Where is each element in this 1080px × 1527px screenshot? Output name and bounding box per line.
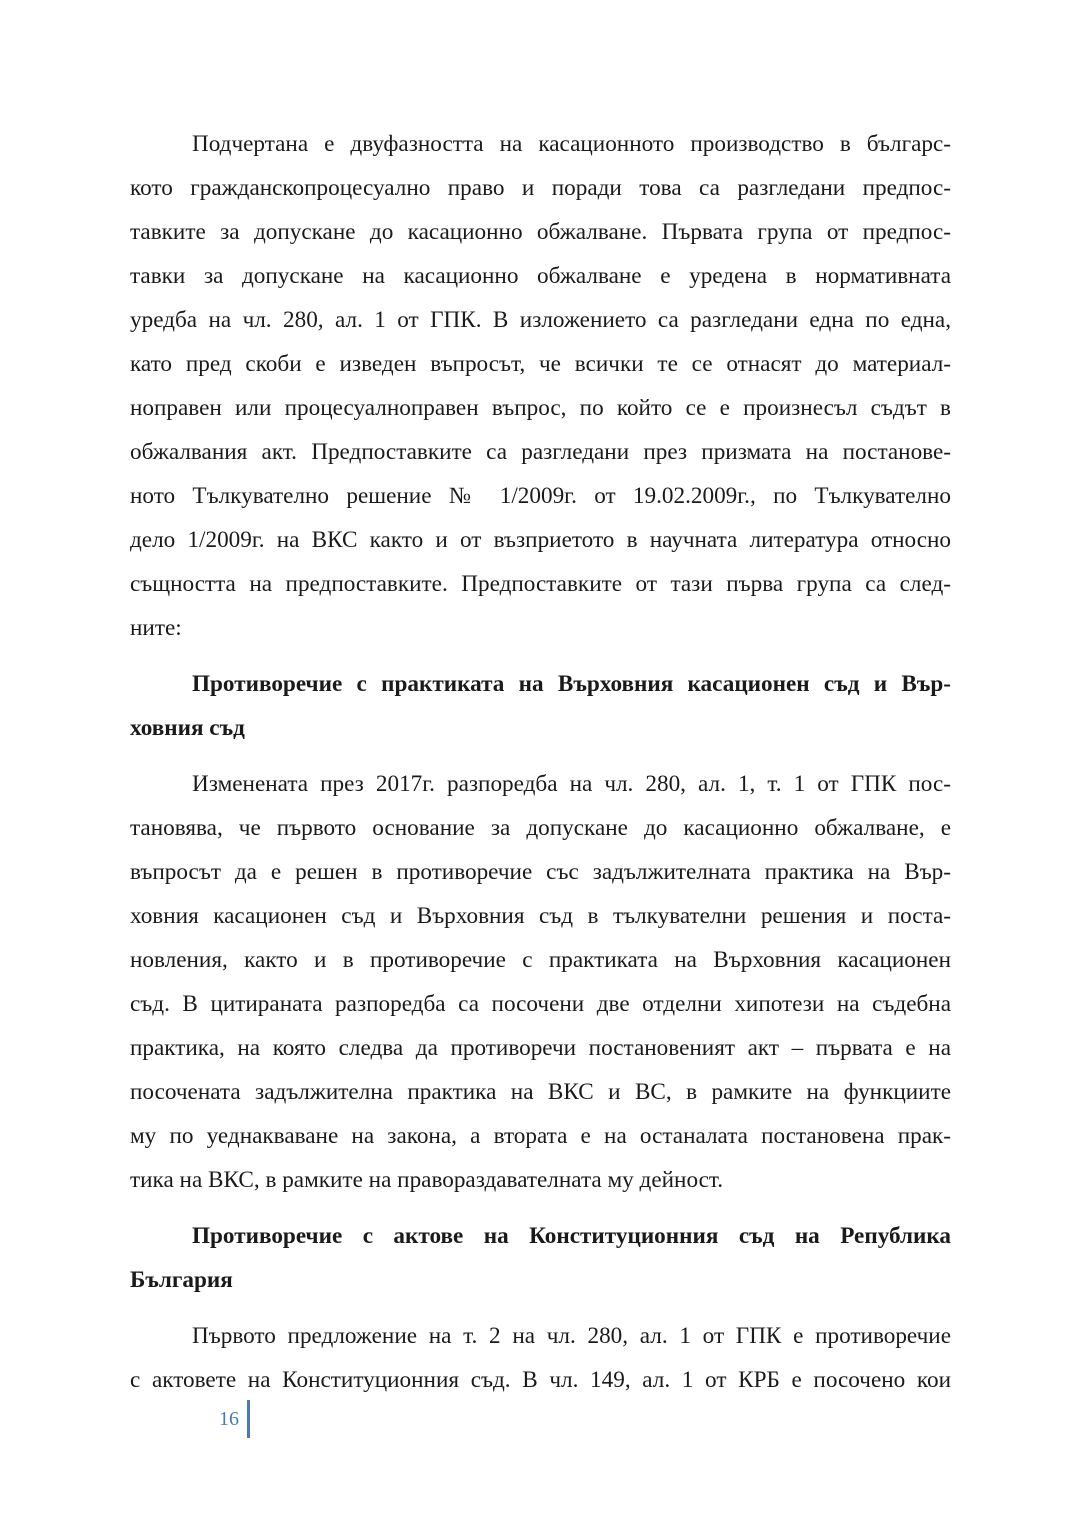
heading-line: България — [130, 1267, 233, 1293]
page-footer — [219, 1400, 250, 1438]
document-page — [130, 122, 951, 1402]
paragraph-line: посочената задължителна практика на ВКС и ВС, в рамките на функциите — [130, 1079, 951, 1105]
paragraph-line: тика на ВКС, в рамките на правораздавателната му дейност. — [130, 1167, 724, 1193]
page-number-rule — [247, 1400, 250, 1438]
paragraph-line: тавките за допускане до касационно обжалване. Първата група от предпос- — [130, 219, 951, 245]
paragraph-line: Изменената през 2017г. разпоредба на чл. 280, ал. 1, т. 1 от ГПК пос- — [192, 771, 951, 797]
paragraph-1 — [130, 122, 951, 650]
paragraph-line: ховния касационен съд и Върховния съд в тълкувателни решения и поста- — [130, 903, 951, 929]
paragraph-line: ното Тълкувателно решение № 1/2009г. от 19.02.2009г., по Тълкувателно — [130, 483, 951, 509]
heading-line: ховния съд — [130, 715, 245, 741]
paragraph-line: с актовете на Конституционния съд. В чл. 149, ал. 1 от КРБ е посочено кои — [130, 1367, 951, 1393]
paragraph-line: съд. В цитираната разпоредба са посочени две отделни хипотези на съдебна — [130, 991, 951, 1017]
paragraph-line: практика, на която следва да противоречи постановеният акт – първата е на — [130, 1035, 951, 1061]
paragraph-line: му по уеднакваване на закона, а втората е на останалата постановена прак- — [130, 1123, 951, 1149]
paragraph-line: новления, както и в противоречие с практиката на Върховния касационен — [130, 947, 951, 973]
paragraph-line: ните: — [130, 615, 182, 641]
paragraph-line: дело 1/2009г. на ВКС както и от възприетото в научната литература относно — [130, 527, 951, 553]
paragraph-line: уредба на чл. 280, ал. 1 от ГПК. В изложението са разгледани една по една, — [130, 307, 951, 333]
paragraph-3 — [130, 1314, 951, 1402]
paragraph-line: като пред скоби е изведен въпросът, че всички те се отнасят до материал- — [130, 351, 951, 377]
paragraph-line: Първото предложение на т. 2 на чл. 280, ал. 1 от ГПК е противоречие — [192, 1323, 951, 1349]
heading-line: Противоречие с актове на Конституционния съд на Република — [192, 1223, 951, 1249]
paragraph-line: ноправен или процесуалноправен въпрос, по който се е произнесъл съдът в — [130, 395, 951, 421]
paragraph-2 — [130, 762, 951, 1202]
section-heading-1 — [130, 662, 951, 750]
page-number: 16 — [219, 1407, 239, 1430]
paragraph-line: Подчертана е двуфазността на касационното производство в българс- — [192, 131, 951, 157]
paragraph-line: тавки за допускане на касационно обжалване е уредена в нормативната — [130, 263, 951, 289]
section-heading-2 — [130, 1214, 951, 1302]
paragraph-line: кото гражданскопроцесуално право и поради това са разгледани предпос- — [130, 175, 951, 201]
paragraph-line: обжалвания акт. Предпоставките са разгледани през призмата на постанове- — [130, 439, 951, 465]
heading-line: Противоречие с практиката на Върховния касационен съд и Вър- — [192, 671, 951, 697]
paragraph-line: същността на предпоставките. Предпоставките от тази първа група са след- — [130, 571, 951, 597]
paragraph-line: въпросът да е решен в противоречие със задължителната практика на Вър- — [130, 859, 951, 885]
paragraph-line: тановява, че първото основание за допускане до касационно обжалване, е — [130, 815, 951, 841]
